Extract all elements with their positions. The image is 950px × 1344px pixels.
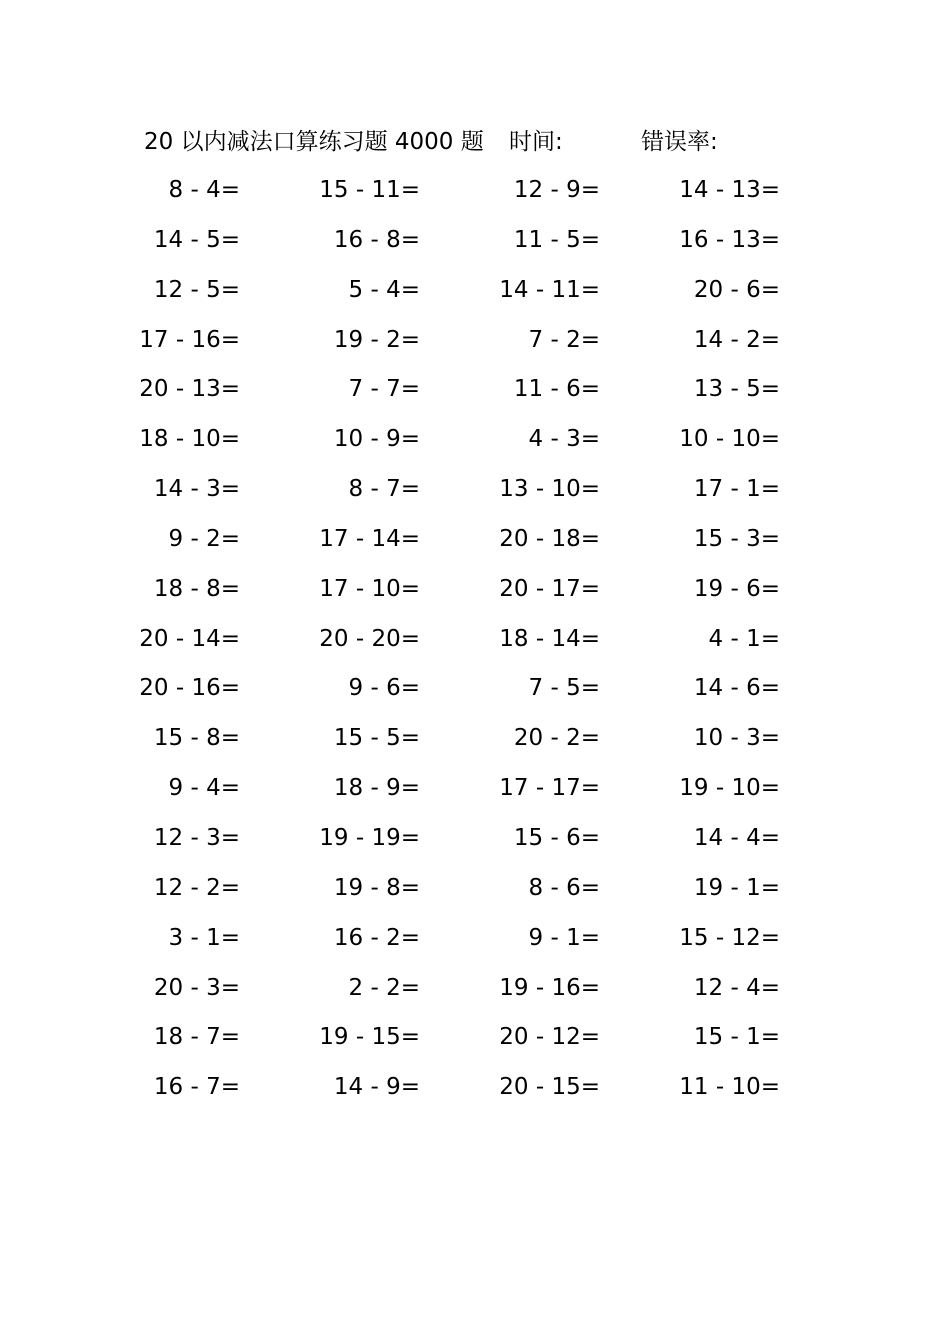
subtraction-problem: 19 - 16= xyxy=(499,974,600,1001)
problem-row xyxy=(0,519,950,569)
subtraction-problem: 19 - 8= xyxy=(333,874,420,901)
subtraction-problem: 20 - 15= xyxy=(499,1074,600,1101)
subtraction-problem: 17 - 1= xyxy=(693,476,780,503)
subtraction-problem: 11 - 5= xyxy=(513,226,600,253)
subtraction-problem: 11 - 6= xyxy=(513,376,600,403)
subtraction-problem: 7 - 7= xyxy=(348,376,420,403)
subtraction-problem: 20 - 6= xyxy=(693,276,780,303)
subtraction-problem: 16 - 13= xyxy=(679,226,780,253)
subtraction-problem: 15 - 6= xyxy=(513,824,600,851)
problem-row xyxy=(0,918,950,968)
problem-row xyxy=(0,968,950,1018)
subtraction-problem: 14 - 9= xyxy=(333,1074,420,1101)
subtraction-problem: 4 - 1= xyxy=(708,625,780,652)
subtraction-problem: 16 - 8= xyxy=(333,226,420,253)
subtraction-problem: 12 - 4= xyxy=(693,974,780,1001)
subtraction-problem: 10 - 9= xyxy=(333,426,420,453)
subtraction-problem: 20 - 2= xyxy=(513,725,600,752)
subtraction-problem: 13 - 5= xyxy=(693,376,780,403)
worksheet-header xyxy=(0,124,950,160)
subtraction-problem: 17 - 10= xyxy=(319,575,420,602)
subtraction-problem: 8 - 6= xyxy=(528,874,600,901)
subtraction-problem: 15 - 8= xyxy=(153,725,240,752)
subtraction-problem: 12 - 9= xyxy=(513,177,600,203)
time-label: 时间: xyxy=(509,129,563,155)
subtraction-problem: 16 - 2= xyxy=(333,924,420,951)
subtraction-problem: 15 - 11= xyxy=(319,177,420,203)
error-rate-label: 错误率: xyxy=(641,129,718,155)
problem-row xyxy=(0,419,950,469)
subtraction-problem: 18 - 10= xyxy=(139,426,240,453)
subtraction-problem: 2 - 2= xyxy=(348,974,420,1001)
subtraction-problem: 9 - 4= xyxy=(168,775,240,802)
subtraction-problem: 12 - 2= xyxy=(153,874,240,901)
problem-row xyxy=(0,868,950,918)
subtraction-problem: 20 - 18= xyxy=(499,525,600,552)
subtraction-problem: 17 - 14= xyxy=(319,525,420,552)
subtraction-problem: 14 - 11= xyxy=(499,276,600,303)
subtraction-problem: 4 - 3= xyxy=(528,426,600,453)
subtraction-problem: 19 - 1= xyxy=(693,874,780,901)
subtraction-problem: 14 - 6= xyxy=(693,675,780,702)
subtraction-problem: 20 - 13= xyxy=(139,376,240,403)
subtraction-problem: 3 - 1= xyxy=(168,924,240,951)
subtraction-problem: 15 - 12= xyxy=(679,924,780,951)
subtraction-problem: 18 - 9= xyxy=(333,775,420,802)
problem-row xyxy=(0,170,950,220)
subtraction-problem: 14 - 4= xyxy=(693,824,780,851)
worksheet-title: 20 以内减法口算练习题 4000 题 xyxy=(144,129,484,155)
subtraction-problem: 20 - 20= xyxy=(319,625,420,652)
problem-row xyxy=(0,220,950,270)
subtraction-problem: 19 - 19= xyxy=(319,824,420,851)
subtraction-problem: 15 - 3= xyxy=(693,525,780,552)
subtraction-problem: 15 - 1= xyxy=(693,1024,780,1051)
problem-row xyxy=(0,718,950,768)
subtraction-problem: 10 - 3= xyxy=(693,725,780,752)
subtraction-problem: 8 - 4= xyxy=(168,177,240,203)
subtraction-problem: 8 - 7= xyxy=(348,476,420,503)
subtraction-problem: 18 - 8= xyxy=(153,575,240,602)
subtraction-problem: 19 - 6= xyxy=(693,575,780,602)
problem-row xyxy=(0,369,950,419)
subtraction-problem: 9 - 1= xyxy=(528,924,600,951)
subtraction-problem: 14 - 2= xyxy=(693,326,780,353)
subtraction-problem: 19 - 10= xyxy=(679,775,780,802)
subtraction-problem: 19 - 15= xyxy=(319,1024,420,1051)
problem-row xyxy=(0,469,950,519)
subtraction-problem: 20 - 14= xyxy=(139,625,240,652)
problem-row xyxy=(0,1017,950,1067)
subtraction-problem: 16 - 7= xyxy=(153,1074,240,1101)
subtraction-problem: 14 - 5= xyxy=(153,226,240,253)
problem-row xyxy=(0,320,950,370)
subtraction-problem: 12 - 3= xyxy=(153,824,240,851)
subtraction-problem: 20 - 16= xyxy=(139,675,240,702)
subtraction-problem: 13 - 10= xyxy=(499,476,600,503)
problem-row xyxy=(0,270,950,320)
problem-row xyxy=(0,1067,950,1117)
subtraction-problem: 20 - 17= xyxy=(499,575,600,602)
subtraction-problem: 11 - 10= xyxy=(679,1074,780,1101)
subtraction-problem: 7 - 2= xyxy=(528,326,600,353)
subtraction-problem: 17 - 16= xyxy=(139,326,240,353)
subtraction-problem: 20 - 12= xyxy=(499,1024,600,1051)
subtraction-problem: 17 - 17= xyxy=(499,775,600,802)
subtraction-problem: 15 - 5= xyxy=(333,725,420,752)
subtraction-problem: 12 - 5= xyxy=(153,276,240,303)
problem-row xyxy=(0,619,950,669)
problem-grid xyxy=(0,170,950,1117)
subtraction-problem: 7 - 5= xyxy=(528,675,600,702)
subtraction-problem: 20 - 3= xyxy=(153,974,240,1001)
subtraction-problem: 5 - 4= xyxy=(348,276,420,303)
subtraction-problem: 9 - 2= xyxy=(168,525,240,552)
problem-row xyxy=(0,818,950,868)
problem-row xyxy=(0,569,950,619)
subtraction-problem: 14 - 3= xyxy=(153,476,240,503)
subtraction-problem: 9 - 6= xyxy=(348,675,420,702)
problem-row xyxy=(0,668,950,718)
subtraction-problem: 19 - 2= xyxy=(333,326,420,353)
subtraction-problem: 18 - 7= xyxy=(153,1024,240,1051)
subtraction-problem: 10 - 10= xyxy=(679,426,780,453)
problem-row xyxy=(0,768,950,818)
subtraction-problem: 18 - 14= xyxy=(499,625,600,652)
subtraction-problem: 14 - 13= xyxy=(679,177,780,203)
